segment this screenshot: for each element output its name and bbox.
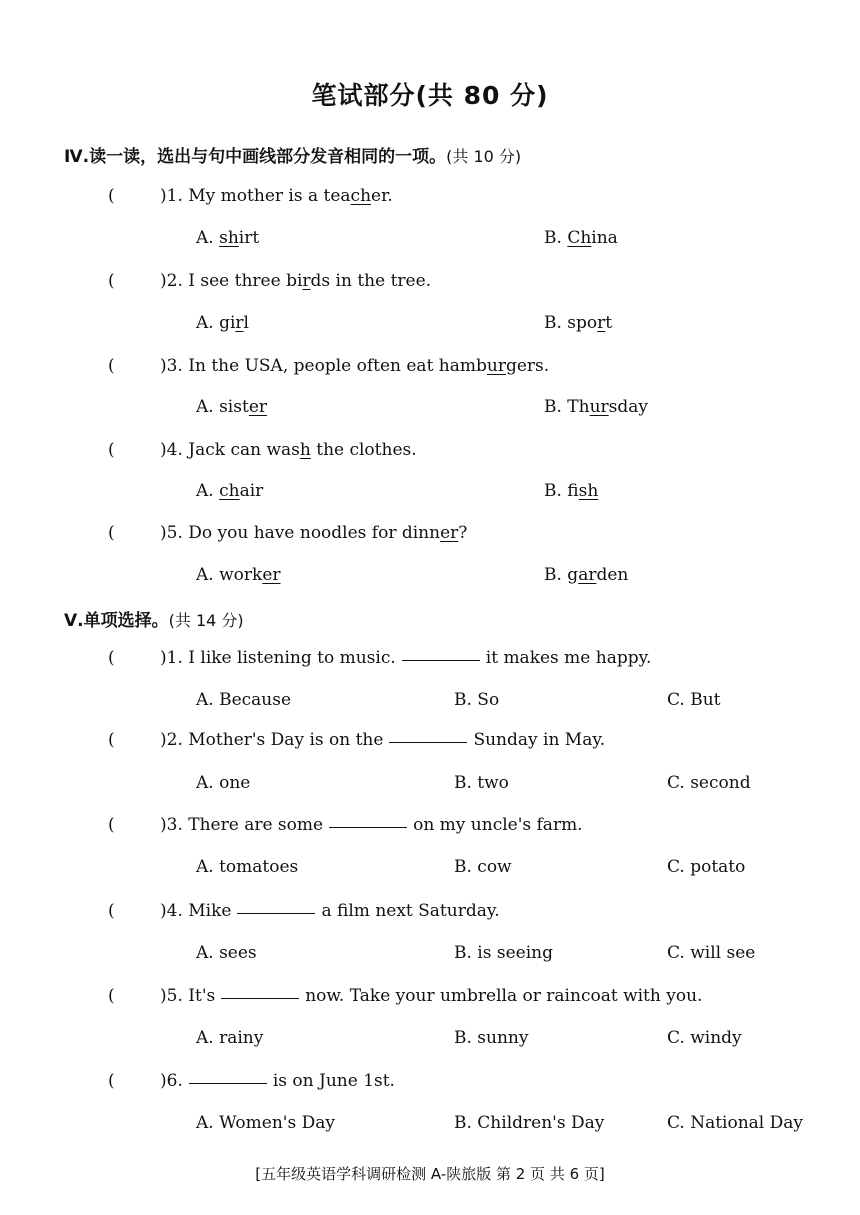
section-5-question-5 <box>108 986 702 1006</box>
question-text-end: a film next Saturday. <box>321 901 500 921</box>
section-5-question-2 <box>108 730 605 750</box>
option-a[interactable]: A. Women's Day <box>196 1113 335 1133</box>
option-c[interactable]: C. windy <box>667 1028 742 1048</box>
question-text-end: is on June 1st. <box>272 1071 395 1091</box>
question-text-end: it makes me happy. <box>485 648 652 668</box>
answer-paren[interactable]: ( <box>108 901 115 921</box>
option-b[interactable]: B. So <box>454 690 500 710</box>
answer-paren[interactable]: ( <box>108 186 115 206</box>
section-5-heading <box>64 606 244 631</box>
question-number: )1. <box>160 648 183 668</box>
option-a[interactable]: A. one <box>196 773 251 793</box>
section-5-question-1 <box>108 648 651 668</box>
answer-paren[interactable]: ( <box>108 440 115 460</box>
section-4-question-5 <box>108 523 467 543</box>
option-b[interactable]: B. Children's Day <box>454 1113 605 1133</box>
answer-blank[interactable] <box>237 913 315 914</box>
answer-paren[interactable]: ( <box>108 1071 115 1091</box>
question-number: )6. <box>160 1071 183 1091</box>
question-text-end: the clothes. <box>310 440 417 460</box>
section-4-points: (共 10 分) <box>446 147 522 166</box>
option-c[interactable]: C. second <box>667 773 751 793</box>
option-b[interactable]: B. is seeing <box>454 943 553 963</box>
question-number: )2. <box>160 730 183 750</box>
option-b[interactable]: B. garden <box>544 565 629 585</box>
option-b[interactable]: B. sport <box>544 313 613 333</box>
option-b[interactable]: B. fish <box>544 481 599 501</box>
underlined-sound: ur <box>486 356 506 376</box>
section-4-options-3 <box>196 397 836 421</box>
answer-blank[interactable] <box>402 660 480 661</box>
question-text: Do you have noodles for dinn <box>188 523 441 543</box>
option-a[interactable]: A. shirt <box>196 228 260 248</box>
page-title: 笔试部分(共 80 分) <box>311 81 549 110</box>
question-text: There are some <box>188 815 324 835</box>
question-text-end: ds in the tree. <box>310 271 432 291</box>
section-5-options-5 <box>196 1028 836 1052</box>
answer-paren[interactable]: ( <box>108 730 115 750</box>
option-a[interactable]: A. sees <box>196 943 257 963</box>
underlined-sound: r <box>302 271 311 291</box>
section-5-options-6 <box>196 1113 836 1137</box>
option-a[interactable]: A. Because <box>196 690 292 710</box>
section-5-options-3 <box>196 857 836 881</box>
section-4-question-1 <box>108 186 393 206</box>
section-5-options-2 <box>196 773 836 797</box>
answer-blank[interactable] <box>189 1083 267 1084</box>
page-footer: [五年级英语学科调研检测 A-陕旅版 第 2 页 共 6 页] <box>255 1165 605 1183</box>
section-4-heading <box>64 142 521 167</box>
question-text: It's <box>188 986 216 1006</box>
underlined-sound: ch <box>350 186 372 206</box>
question-text-end: er. <box>371 186 393 206</box>
section-4-title: Ⅳ.读一读，选出与句中画线部分发音相同的一项。 <box>64 147 447 167</box>
question-text: I like listening to music. <box>188 648 396 668</box>
question-text: Mike <box>188 901 232 921</box>
option-a[interactable]: A. worker <box>196 565 281 585</box>
question-text: Jack can was <box>188 440 300 460</box>
question-text: In the USA, people often eat hamb <box>188 356 487 376</box>
option-c[interactable]: C. But <box>667 690 721 710</box>
question-text-end: ? <box>458 523 468 543</box>
section-5-options-1 <box>196 690 836 714</box>
option-b[interactable]: B. sunny <box>454 1028 529 1048</box>
option-c[interactable]: C. will see <box>667 943 756 963</box>
answer-blank[interactable] <box>329 827 407 828</box>
answer-blank[interactable] <box>389 742 467 743</box>
section-4-options-5 <box>196 565 836 589</box>
section-5-question-4 <box>108 901 500 921</box>
option-b[interactable]: B. cow <box>454 857 512 877</box>
underlined-sound: h <box>299 440 311 460</box>
question-text: Mother's Day is on the <box>188 730 384 750</box>
question-text-end: gers. <box>505 356 550 376</box>
question-text: I see three bi <box>188 271 303 291</box>
option-a[interactable]: A. girl <box>196 313 249 333</box>
option-a[interactable]: A. rainy <box>196 1028 264 1048</box>
option-a[interactable]: A. tomatoes <box>196 857 299 877</box>
option-b[interactable]: B. China <box>544 228 618 248</box>
section-4-options-4 <box>196 481 836 505</box>
option-a[interactable]: A. sister <box>196 397 267 417</box>
question-text-end: Sunday in May. <box>473 730 606 750</box>
question-text-end: now. Take your umbrella or raincoat with you. <box>305 986 703 1006</box>
answer-paren[interactable]: ( <box>108 523 115 543</box>
section-4-question-3 <box>108 356 549 376</box>
option-b[interactable]: B. Thursday <box>544 397 649 417</box>
section-5-options-4 <box>196 943 836 967</box>
section-5-question-3 <box>108 815 583 835</box>
answer-paren[interactable]: ( <box>108 815 115 835</box>
question-number: )4. <box>160 440 183 460</box>
question-number: )5. <box>160 523 183 543</box>
section-4-options-1 <box>196 228 836 252</box>
option-c[interactable]: C. potato <box>667 857 746 877</box>
question-number: )1. <box>160 186 183 206</box>
option-c[interactable]: C. National Day <box>667 1113 804 1133</box>
section-5-points: (共 14 分) <box>168 611 244 630</box>
section-4-question-4 <box>108 440 417 460</box>
question-text-end: on my uncle's farm. <box>413 815 583 835</box>
answer-paren[interactable]: ( <box>108 648 115 668</box>
option-b[interactable]: B. two <box>454 773 509 793</box>
question-number: )4. <box>160 901 183 921</box>
option-a[interactable]: A. chair <box>196 481 264 501</box>
section-4-question-2 <box>108 271 431 291</box>
section-5-title: Ⅴ.单项选择。 <box>64 611 169 631</box>
question-text: My mother is a tea <box>188 186 351 206</box>
answer-paren[interactable]: ( <box>108 356 115 376</box>
question-number: )2. <box>160 271 183 291</box>
answer-blank[interactable] <box>221 998 299 999</box>
question-number: )3. <box>160 815 183 835</box>
answer-paren[interactable]: ( <box>108 271 115 291</box>
question-number: )3. <box>160 356 183 376</box>
underlined-sound: er <box>440 523 459 543</box>
section-5-question-6 <box>108 1071 395 1091</box>
question-number: )5. <box>160 986 183 1006</box>
section-4-options-2 <box>196 313 836 337</box>
answer-paren[interactable]: ( <box>108 986 115 1006</box>
